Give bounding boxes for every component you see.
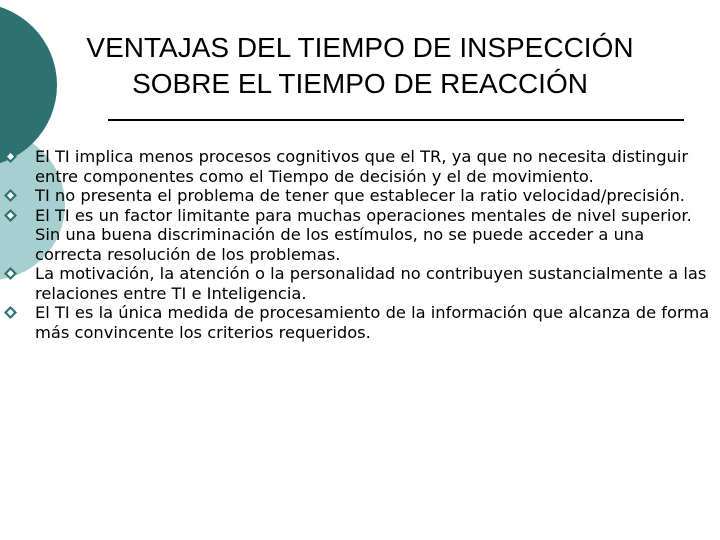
slide-title — [40, 30, 680, 102]
bullet-text: TI no presenta el problema de tener que establecer la ratio velocidad/precisión. — [35, 186, 685, 205]
bullet-item-2 — [24, 186, 714, 206]
diamond-bullet-icon — [2, 303, 18, 323]
diamond-bullet-icon — [2, 186, 18, 206]
bullet-text: El TI es la única medida de procesamiento de la información que alcanza de forma más convincente los criterios requeridos. — [35, 303, 710, 342]
diamond-bullet-icon — [2, 147, 18, 167]
bullet-item-3 — [24, 206, 714, 265]
bullet-item-1 — [24, 147, 714, 186]
bullet-text: El TI es un factor limitante para muchas operaciones mentales de nivel superior. Sin una buena discriminación de los estímulos, no se puede acceder a una correcta resolución de los problemas. — [35, 205, 692, 264]
bullet-list — [24, 147, 714, 342]
bullet-text: La motivación, la atención o la personalidad no contribuyen sustancialmente a las relaciones entre TI e Inteligencia. — [35, 264, 707, 303]
bullet-text: El TI implica menos procesos cognitivos que el TR, ya que no necesita distinguir entre componentes como el Tiempo de decisión y el de movimiento. — [35, 147, 689, 186]
slide-title-line-2: SOBRE EL TIEMPO DE REACCIÓN — [132, 68, 588, 99]
diamond-bullet-icon — [2, 206, 18, 226]
bullet-item-5 — [24, 303, 714, 342]
diamond-bullet-icon — [2, 264, 18, 284]
title-underline — [108, 119, 684, 121]
bullet-item-4 — [24, 264, 714, 303]
slide-title-line-1: VENTAJAS DEL TIEMPO DE INSPECCIÓN — [86, 32, 634, 63]
